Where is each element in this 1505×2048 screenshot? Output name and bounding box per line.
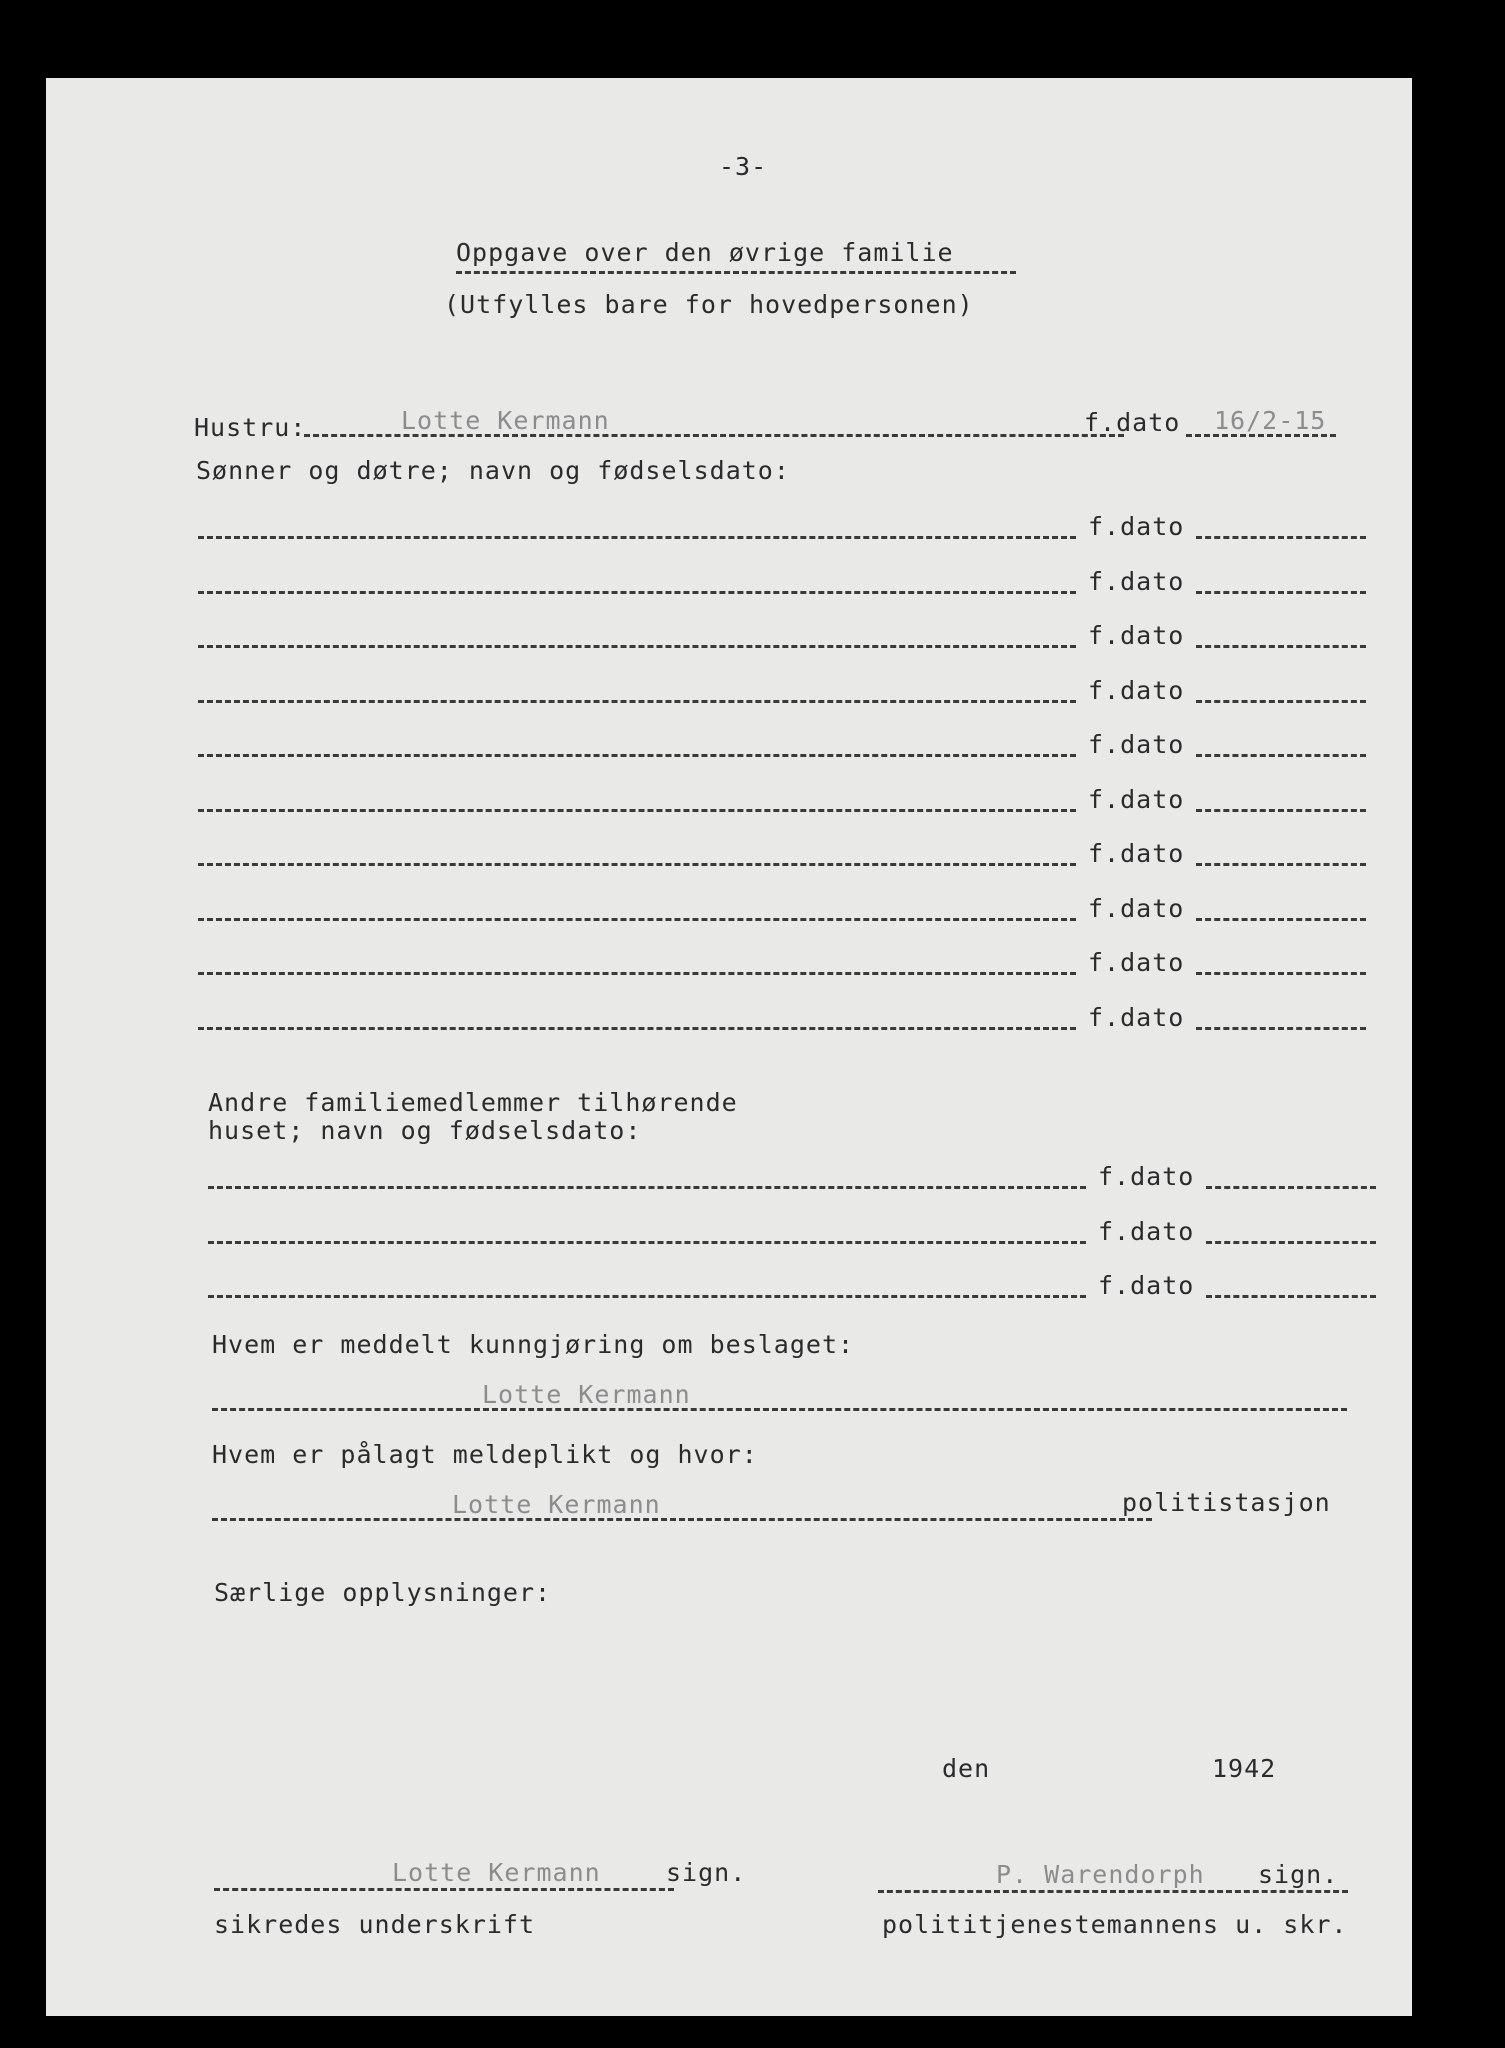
other-family-label-2: huset; navn og fødselsdato: (208, 1116, 642, 1145)
form-row-date-label: f.dato (1098, 1216, 1195, 1246)
form-row-date-label: f.dato (1088, 512, 1185, 541)
notice-value: Lotte Kermann (482, 1380, 691, 1409)
form-row-date-label: f.dato (1098, 1271, 1195, 1300)
page-number: -3- (719, 152, 768, 181)
signature-right-sign: sign. (1258, 1860, 1339, 1889)
report-line (212, 1518, 1152, 1521)
signature-right-name: P. Warendorph (996, 1860, 1205, 1889)
form-row-date-label: f.dato (1088, 566, 1185, 596)
form-subtitle: (Utfylles bare for hovedpersonen) (444, 290, 974, 319)
children-label: Sønner og døtre; navn og fødselsdato: (196, 456, 790, 485)
date-year: 1942 (1212, 1754, 1277, 1783)
title-underline (456, 271, 1016, 274)
wife-name-value: Lotte Kermann (401, 406, 610, 435)
form-row-line (208, 1241, 1086, 1244)
form-row-date-label: f.dato (1088, 1002, 1185, 1032)
signature-right-line (878, 1890, 1348, 1893)
report-suffix: politistasjon (1122, 1488, 1331, 1517)
form-row-date-line (1196, 972, 1366, 975)
notice-label: Hvem er meddelt kunngjøring om beslaget: (212, 1330, 855, 1359)
form-row-date-label: f.dato (1088, 675, 1185, 705)
signature-left-caption: sikredes underskrift (214, 1910, 536, 1939)
form-row-date-line (1196, 863, 1366, 866)
special-label: Særlige opplysninger: (214, 1578, 552, 1607)
form-row-date-line (1196, 591, 1366, 594)
other-family-label-1: Andre familiemedlemmer tilhørende (208, 1088, 738, 1117)
form-row-line (198, 591, 1076, 594)
document-page (46, 78, 1412, 2016)
form-row-date-label: f.dato (1088, 948, 1185, 977)
wife-date-label: f.dato (1084, 408, 1181, 437)
form-row-date-label: f.dato (1088, 730, 1185, 759)
form-row-line (198, 1027, 1076, 1030)
signature-left-name: Lotte Kermann (392, 1858, 601, 1887)
form-row-date-label: f.dato (1098, 1162, 1195, 1191)
form-row-date-label: f.dato (1088, 839, 1185, 868)
form-row-date-line (1196, 754, 1366, 757)
form-row-line (198, 645, 1076, 648)
notice-line (212, 1408, 1347, 1411)
form-row-date-line (1206, 1295, 1376, 1298)
form-row-date-line (1196, 700, 1366, 703)
form-row-line (208, 1186, 1086, 1189)
form-row-date-line (1196, 536, 1366, 539)
form-row-line (198, 863, 1076, 866)
signature-left-line (214, 1888, 674, 1891)
form-row-line (198, 754, 1076, 757)
report-label: Hvem er pålagt meldeplikt og hvor: (212, 1440, 758, 1469)
form-row-line (198, 918, 1076, 921)
form-row-date-line (1196, 1027, 1366, 1030)
wife-date-line (1186, 434, 1336, 437)
form-row-date-label: f.dato (1088, 784, 1185, 814)
form-row-line (198, 536, 1076, 539)
form-row-line (198, 972, 1076, 975)
form-row-date-line (1196, 918, 1366, 921)
form-row-date-label: f.dato (1088, 621, 1185, 650)
wife-label: Hustru: (194, 413, 307, 442)
form-row-date-line (1206, 1186, 1376, 1189)
signature-right-caption: polititjenestemannens u. skr. (882, 1910, 1348, 1939)
form-row-line (198, 700, 1076, 703)
form-row-date-line (1196, 645, 1366, 648)
form-title: Oppgave over den øvrige familie (456, 238, 954, 267)
report-value: Lotte Kermann (452, 1490, 661, 1519)
form-row-line (208, 1295, 1086, 1298)
form-row-date-line (1196, 809, 1366, 812)
form-row-date-line (1206, 1241, 1376, 1244)
form-row-line (198, 809, 1076, 812)
signature-left-sign: sign. (666, 1858, 747, 1887)
form-row-date-label: f.dato (1088, 893, 1185, 923)
wife-date-value: 16/2-15 (1214, 406, 1327, 435)
date-den: den (942, 1754, 991, 1783)
